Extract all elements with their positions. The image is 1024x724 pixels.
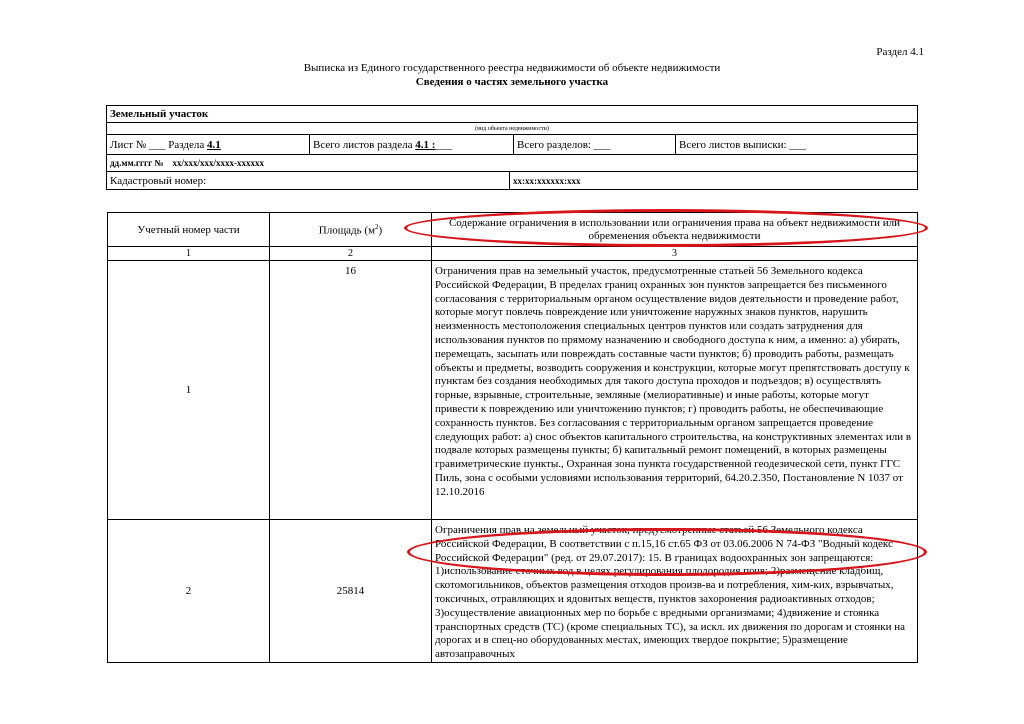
parts-table bbox=[107, 212, 918, 663]
sheet-info-row bbox=[107, 135, 917, 155]
sheet-number: Лист № ___ Раздела 4.1 bbox=[107, 135, 310, 154]
restriction-text: Ограничения прав на земельный участок, предусмотренные статьей 56 Земельного кодекса Российской Федерации, В соответствии с п.15,16 ст.65 ФЗ от 03.06.2006 N 74-ФЗ "Водный кодекс Российской Федерации" (ред. от 29.07.2017): 15. В границах водоохранных зон запрещаются: 1)использование сточных вод в целях регулирования плодородия почв; 2)размещение кладбищ, скотомогильников, объектов размещения отходов произв-ва и потребления, хим-ких, взрывчатых, токсичных, отравляющих и ядовитых веществ, пунктов захоронения радиоактивных отходов; 3)осуществление авиационных мер по борьбе с вредными организмами; 4)движение и стоянка транспортных средств (ТС) (кроме специальных ТС), за искл. их движения по дорогам и стоянки на дорогах и в спец-но оборудованных местах, имеющих твердое покрытие; 5)размещение автозаправочных bbox=[432, 520, 918, 663]
table-row bbox=[108, 520, 918, 663]
part-number: 1 bbox=[108, 261, 270, 520]
total-sheets-section: Всего листов раздела 4.1 : ___ bbox=[310, 135, 514, 154]
col-header-area: Площадь $(м^2)$ bbox=[270, 213, 432, 247]
col-number: 3 bbox=[432, 247, 918, 261]
header-block bbox=[106, 105, 918, 190]
col-header-part: Учетный номер части bbox=[108, 213, 270, 247]
date-number-line: дд.мм.гггг № xx/xxx/xxx/xxxx-xxxxxx bbox=[107, 155, 917, 172]
section-label: Раздел 4.1 bbox=[876, 46, 924, 58]
cadastral-value: xx:xx:xxxxxx:xxx bbox=[513, 175, 581, 186]
part-number: 2 bbox=[108, 520, 270, 663]
col-number: 2 bbox=[270, 247, 432, 261]
document-subtitle: Сведения о частях земельного участка bbox=[415, 76, 609, 88]
total-sheets-extract: Всего листов выписки: ___ bbox=[679, 138, 806, 151]
restriction-text: Ограничения прав на земельный участок, предусмотренные статьей 56 Земельного кодекса Российской Федерации, В пределах границ охранных зон пунктов запрещается без письменного согласования с территориальным органом осуществление видов деятельности и проведение работ, которые могут повлечь повреждение или уничтожение наружных знаков пунктов, нарушить неизменность местоположения специальных центров пунктов или создать затруднения для использования пунктов по прямому назначению и свободного доступа к ним, а именно: а) убирать, перемещать, засыпать или повреждать составные части пунктов; б) проводить работы, размещать объекты и предметы, возводить сооружения и конструкции, которые могут препятствовать доступу к пунктам без создания необходимых для такого доступа проходов и подъездов; в) осуществлять горные, взрывные, строительные, земляные (мелиоративные) и иные работы, которые могут привести к повреждению или уничтожению пунктов; г) проводить работы, не обеспечивающие сохранность пунктов. Без согласования с территориальным органом запрещается проведение следующих работ: а) снос объектов капитального строительства, на конструктивных элементах или в подвале которых размещены пункты; б) капитальный ремонт помещений, в которых размещены гравиметрические пункты., Охранная зона пункта государственной геодезической сети, пункт ГГС Пиль, зона с особыми условиями использования территорий, 64.20.2.350, Постановление N 1037 от 12.10.2016 bbox=[432, 261, 918, 520]
table-header-row bbox=[108, 213, 918, 247]
table-number-row bbox=[108, 247, 918, 261]
object-type-caption: (вид объекта недвижимости) bbox=[107, 123, 917, 135]
part-area: 16 bbox=[270, 261, 432, 520]
cadastral-row bbox=[107, 172, 917, 189]
part-area: 25814 bbox=[270, 520, 432, 663]
total-sections: Всего разделов: ___ bbox=[514, 135, 676, 154]
object-type: Земельный участок bbox=[107, 106, 917, 123]
col-header-content: Содержание ограничения в использовании или ограничения права на объект недвижимости или обременения объекта недвижимости bbox=[432, 213, 918, 247]
table-row bbox=[108, 261, 918, 520]
document-title: Выписка из Единого государственного реестра недвижимости об объекте недвижимости bbox=[303, 62, 721, 74]
col-number: 1 bbox=[108, 247, 270, 261]
cadastral-label: Кадастровый номер: bbox=[107, 172, 510, 189]
